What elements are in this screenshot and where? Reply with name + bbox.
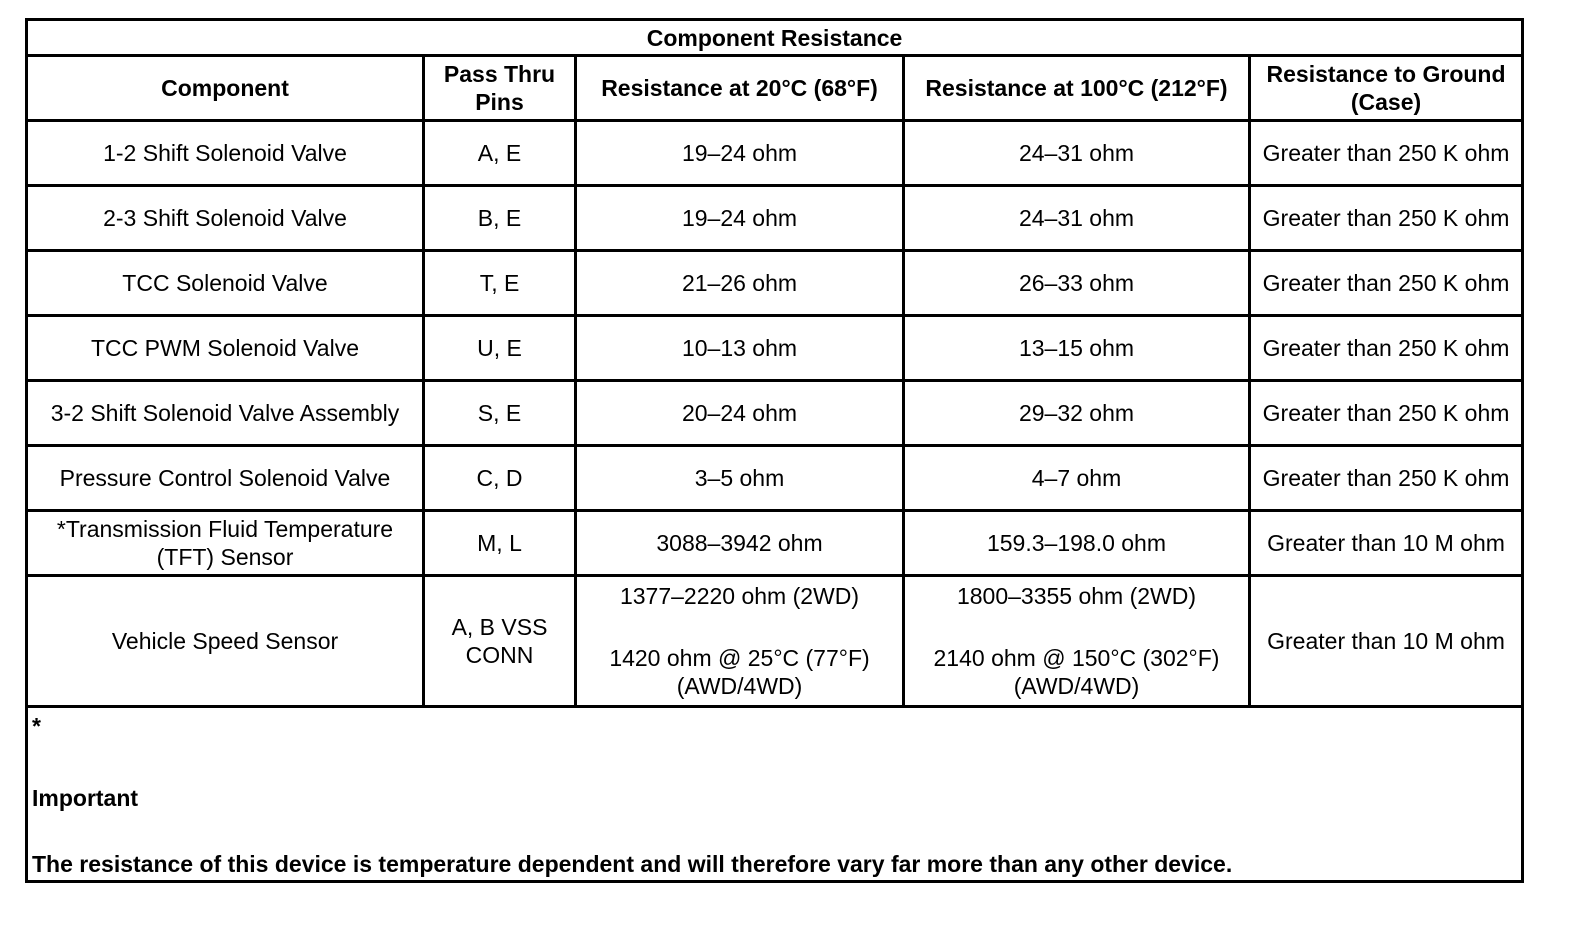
cell-pins: C, D (424, 446, 576, 511)
component-resistance-table (25, 18, 1524, 883)
cell-pins: U, E (424, 316, 576, 381)
cell-resistance-100c: 24–31 ohm (904, 186, 1250, 251)
table-title: Component Resistance (27, 20, 1523, 56)
header-pass-thru-pins: Pass Thru Pins (424, 56, 576, 121)
cell-component: TCC PWM Solenoid Valve (27, 316, 424, 381)
cell-pins: A, E (424, 121, 576, 186)
cell-component: TCC Solenoid Valve (27, 251, 424, 316)
cell-resistance-20c: 3–5 ohm (576, 446, 904, 511)
resistance-100c-awd: 2140 ohm @ 150°C (302°F) (AWD/4WD) (933, 645, 1220, 699)
table-row (27, 511, 1523, 576)
cell-component: Vehicle Speed Sensor (27, 576, 424, 707)
cell-resistance-20c: 19–24 ohm (576, 121, 904, 186)
cell-component: 1-2 Shift Solenoid Valve (27, 121, 424, 186)
cell-pins: M, L (424, 511, 576, 576)
cell-resistance-100c: 13–15 ohm (904, 316, 1250, 381)
header-component: Component (27, 56, 424, 121)
note-heading: Important (32, 785, 139, 811)
resistance-20c-awd: 1420 ohm @ 25°C (77°F) (AWD/4WD) (609, 645, 870, 699)
cell-pins: B, E (424, 186, 576, 251)
table-row-vehicle-speed-sensor (27, 576, 1523, 707)
cell-resistance-100c: 24–31 ohm (904, 121, 1250, 186)
cell-resistance-20c (576, 576, 904, 707)
note-text: The resistance of this device is temperature dependent and will therefore vary far more than any other device. (32, 851, 1233, 877)
resistance-20c-2wd: 1377–2220 ohm (2WD) (619, 583, 860, 609)
note-cell (27, 707, 1523, 882)
table-row (27, 186, 1523, 251)
cell-resistance-ground: Greater than 10 M ohm (1250, 511, 1523, 576)
cell-resistance-20c: 3088–3942 ohm (576, 511, 904, 576)
resistance-100c-2wd: 1800–3355 ohm (2WD) (956, 583, 1197, 609)
cell-resistance-100c: 29–32 ohm (904, 381, 1250, 446)
table-row (27, 446, 1523, 511)
header-resistance-100c: Resistance at 100°C (212°F) (904, 56, 1250, 121)
cell-resistance-ground: Greater than 10 M ohm (1250, 576, 1523, 707)
cell-component: Pressure Control Solenoid Valve (27, 446, 424, 511)
cell-component: 3-2 Shift Solenoid Valve Assembly (27, 381, 424, 446)
cell-resistance-100c: 4–7 ohm (904, 446, 1250, 511)
cell-component: *Transmission Fluid Temperature (TFT) Sensor (27, 511, 424, 576)
cell-resistance-100c: 159.3–198.0 ohm (904, 511, 1250, 576)
table-row (27, 316, 1523, 381)
cell-pins: T, E (424, 251, 576, 316)
cell-resistance-20c: 21–26 ohm (576, 251, 904, 316)
table-row (27, 121, 1523, 186)
component-resistance-document (25, 18, 1521, 883)
cell-resistance-100c: 26–33 ohm (904, 251, 1250, 316)
cell-pins: S, E (424, 381, 576, 446)
cell-component: 2-3 Shift Solenoid Valve (27, 186, 424, 251)
note-asterisk: * (32, 713, 41, 739)
cell-resistance-20c: 10–13 ohm (576, 316, 904, 381)
cell-resistance-ground: Greater than 250 K ohm (1250, 446, 1523, 511)
cell-resistance-ground: Greater than 250 K ohm (1250, 121, 1523, 186)
header-resistance-to-ground: Resistance to Ground (Case) (1250, 56, 1523, 121)
note-row (27, 707, 1523, 882)
header-resistance-20c: Resistance at 20°C (68°F) (576, 56, 904, 121)
table-row (27, 381, 1523, 446)
cell-resistance-ground: Greater than 250 K ohm (1250, 381, 1523, 446)
cell-resistance-20c: 19–24 ohm (576, 186, 904, 251)
cell-resistance-ground: Greater than 250 K ohm (1250, 186, 1523, 251)
cell-pins: A, B VSS CONN (424, 576, 576, 707)
cell-resistance-ground: Greater than 250 K ohm (1250, 316, 1523, 381)
cell-resistance-ground: Greater than 250 K ohm (1250, 251, 1523, 316)
table-row (27, 251, 1523, 316)
header-row (27, 56, 1523, 121)
cell-resistance-100c (904, 576, 1250, 707)
cell-resistance-20c: 20–24 ohm (576, 381, 904, 446)
